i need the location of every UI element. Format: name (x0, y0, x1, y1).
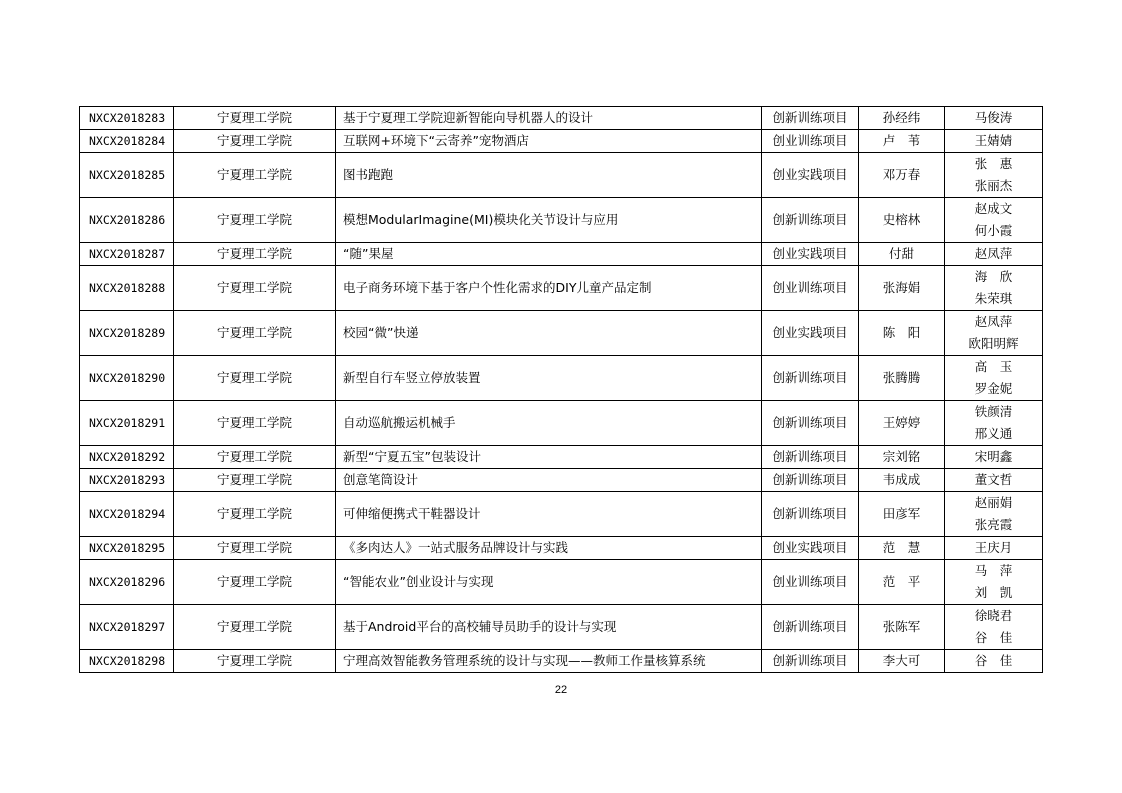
tutor-cell (945, 153, 1043, 198)
project-id-cell: NXCX2018296 (80, 560, 174, 605)
tutor-name: 刘 凯 (974, 585, 1013, 600)
project-name-cell: 模想ModularImagine(MI)模块化关节设计与应用 (336, 198, 762, 243)
tutor-name: 谷 佳 (974, 653, 1013, 668)
school-cell: 宁夏理工学院 (174, 153, 336, 198)
project-name-cell: 基于宁夏理工学院迎新智能向导机器人的设计 (336, 107, 762, 130)
project-table (79, 106, 1043, 673)
tutor-cell (945, 492, 1043, 537)
school-cell: 宁夏理工学院 (174, 243, 336, 266)
project-name-cell: 互联网+环境下“云寄养”宠物酒店 (336, 130, 762, 153)
school-cell: 宁夏理工学院 (174, 605, 336, 650)
tutor-cell (945, 650, 1043, 673)
table-row (80, 130, 1043, 153)
leader-cell: 邓万春 (859, 153, 945, 198)
leader-cell: 韦成成 (859, 469, 945, 492)
leader-cell: 田彦军 (859, 492, 945, 537)
tutor-name: 铁颜清 (974, 404, 1013, 419)
tutor-cell (945, 537, 1043, 560)
tutor-name: 马 萍 (974, 563, 1013, 578)
project-id-cell: NXCX2018288 (80, 266, 174, 311)
project-name-cell: “智能农业”创业设计与实现 (336, 560, 762, 605)
school-cell: 宁夏理工学院 (174, 311, 336, 356)
project-name-cell: 基于Android平台的高校辅导员助手的设计与实现 (336, 605, 762, 650)
leader-cell: 付甜 (859, 243, 945, 266)
project-name-cell: 可伸缩便携式干鞋器设计 (336, 492, 762, 537)
table-row (80, 266, 1043, 311)
tutor-name: 赵成文 (974, 201, 1013, 216)
project-name-cell: 图书跑跑 (336, 153, 762, 198)
project-id-cell: NXCX2018295 (80, 537, 174, 560)
project-id-cell: NXCX2018292 (80, 446, 174, 469)
project-type-cell: 创新训练项目 (762, 605, 859, 650)
school-cell: 宁夏理工学院 (174, 469, 336, 492)
table-row (80, 469, 1043, 492)
tutor-name: 谷 佳 (974, 630, 1013, 645)
tutor-name: 董文哲 (974, 472, 1013, 487)
tutor-name: 罗金妮 (974, 381, 1013, 396)
table-row (80, 492, 1043, 537)
project-name-cell: “随”果屋 (336, 243, 762, 266)
project-name-cell: 电子商务环境下基于客户个性化需求的DIY儿童产品定制 (336, 266, 762, 311)
tutor-cell (945, 130, 1043, 153)
school-cell: 宁夏理工学院 (174, 492, 336, 537)
tutor-cell (945, 356, 1043, 401)
tutor-cell (945, 311, 1043, 356)
school-cell: 宁夏理工学院 (174, 650, 336, 673)
table-row (80, 356, 1043, 401)
tutor-name: 欧阳明辉 (968, 336, 1019, 351)
project-name-cell: 新型自行车竖立停放装置 (336, 356, 762, 401)
project-id-cell: NXCX2018287 (80, 243, 174, 266)
tutor-name: 邢义通 (974, 426, 1013, 441)
leader-cell: 张海娟 (859, 266, 945, 311)
project-type-cell: 创新训练项目 (762, 107, 859, 130)
leader-cell: 范 平 (859, 560, 945, 605)
project-id-cell: NXCX2018284 (80, 130, 174, 153)
project-type-cell: 创业训练项目 (762, 130, 859, 153)
tutor-name: 马俊涛 (974, 110, 1013, 125)
table-row (80, 605, 1043, 650)
tutor-cell (945, 605, 1043, 650)
leader-cell: 张腾腾 (859, 356, 945, 401)
tutor-cell (945, 469, 1043, 492)
leader-cell: 李大可 (859, 650, 945, 673)
table-row (80, 537, 1043, 560)
project-id-cell: NXCX2018285 (80, 153, 174, 198)
school-cell: 宁夏理工学院 (174, 537, 336, 560)
project-type-cell: 创新训练项目 (762, 650, 859, 673)
project-type-cell: 创业实践项目 (762, 311, 859, 356)
leader-cell: 孙经纬 (859, 107, 945, 130)
table-row (80, 243, 1043, 266)
tutor-name: 赵凤萍 (974, 314, 1013, 329)
tutor-name: 张丽杰 (974, 178, 1013, 193)
project-id-cell: NXCX2018294 (80, 492, 174, 537)
leader-cell: 陈 阳 (859, 311, 945, 356)
project-type-cell: 创新训练项目 (762, 198, 859, 243)
school-cell: 宁夏理工学院 (174, 266, 336, 311)
project-id-cell: NXCX2018293 (80, 469, 174, 492)
tutor-name: 张亮霞 (974, 517, 1013, 532)
project-type-cell: 创新训练项目 (762, 401, 859, 446)
tutor-cell (945, 198, 1043, 243)
tutor-cell (945, 401, 1043, 446)
leader-cell: 王婷婷 (859, 401, 945, 446)
project-type-cell: 创新训练项目 (762, 469, 859, 492)
leader-cell: 范 慧 (859, 537, 945, 560)
project-id-cell: NXCX2018298 (80, 650, 174, 673)
tutor-name: 赵凤萍 (974, 246, 1013, 261)
tutor-name: 王庆月 (974, 540, 1013, 555)
project-type-cell: 创业实践项目 (762, 153, 859, 198)
school-cell: 宁夏理工学院 (174, 107, 336, 130)
table-row (80, 311, 1043, 356)
project-name-cell: 新型“宁夏五宝”包装设计 (336, 446, 762, 469)
project-type-cell: 创新训练项目 (762, 492, 859, 537)
table-row (80, 401, 1043, 446)
tutor-name: 朱荣琪 (974, 291, 1013, 306)
table-row (80, 153, 1043, 198)
leader-cell: 史榕林 (859, 198, 945, 243)
table-row (80, 446, 1043, 469)
project-id-cell: NXCX2018286 (80, 198, 174, 243)
project-name-cell: 自动巡航搬运机械手 (336, 401, 762, 446)
project-type-cell: 创业训练项目 (762, 560, 859, 605)
project-id-cell: NXCX2018290 (80, 356, 174, 401)
tutor-name: 何小霞 (974, 223, 1013, 238)
tutor-name: 宋明鑫 (974, 449, 1013, 464)
tutor-cell (945, 243, 1043, 266)
school-cell: 宁夏理工学院 (174, 130, 336, 153)
school-cell: 宁夏理工学院 (174, 401, 336, 446)
tutor-cell (945, 560, 1043, 605)
tutor-name: 高 玉 (974, 359, 1013, 374)
tutor-name: 徐晓君 (974, 608, 1013, 623)
leader-cell: 张陈军 (859, 605, 945, 650)
leader-cell: 宗刘铭 (859, 446, 945, 469)
table-row (80, 198, 1043, 243)
table-row (80, 560, 1043, 605)
table-body (80, 107, 1043, 673)
tutor-cell (945, 107, 1043, 130)
project-id-cell: NXCX2018289 (80, 311, 174, 356)
school-cell: 宁夏理工学院 (174, 356, 336, 401)
table-row (80, 107, 1043, 130)
school-cell: 宁夏理工学院 (174, 446, 336, 469)
project-name-cell: 《多肉达人》一站式服务品牌设计与实践 (336, 537, 762, 560)
tutor-cell (945, 446, 1043, 469)
page-number: 22 (554, 684, 568, 696)
tutor-name: 赵丽娟 (974, 495, 1013, 510)
project-type-cell: 创业实践项目 (762, 537, 859, 560)
project-id-cell: NXCX2018297 (80, 605, 174, 650)
project-type-cell: 创新训练项目 (762, 356, 859, 401)
tutor-name: 张 惠 (974, 156, 1013, 171)
leader-cell: 卢 苇 (859, 130, 945, 153)
tutor-cell (945, 266, 1043, 311)
table-row (80, 650, 1043, 673)
project-type-cell: 创业训练项目 (762, 266, 859, 311)
tutor-name: 王婧婧 (974, 133, 1013, 148)
project-name-cell: 校园“微”快递 (336, 311, 762, 356)
project-id-cell: NXCX2018283 (80, 107, 174, 130)
project-id-cell: NXCX2018291 (80, 401, 174, 446)
project-type-cell: 创业实践项目 (762, 243, 859, 266)
project-name-cell: 创意笔筒设计 (336, 469, 762, 492)
school-cell: 宁夏理工学院 (174, 198, 336, 243)
tutor-name: 海 欣 (974, 269, 1013, 284)
project-name-cell: 宁理高效智能教务管理系统的设计与实现——教师工作量核算系统 (336, 650, 762, 673)
school-cell: 宁夏理工学院 (174, 560, 336, 605)
project-type-cell: 创新训练项目 (762, 446, 859, 469)
